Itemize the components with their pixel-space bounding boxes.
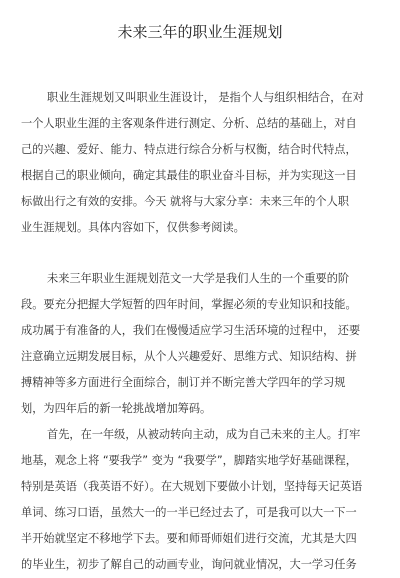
paragraph-2-line-5: 搏精神等多方面进行全面综合，制订并不断完善大学四年的学习规 <box>21 376 346 389</box>
paragraph-3-line-2: 地基，观念上将 “要我学” 变为 “我要学”，脚踏实地学好基础课程， <box>21 454 357 467</box>
paragraph-3-line-6: 的毕业生，初步了解自己的动画专业，询问就业情况，大一学习任务 <box>21 558 357 571</box>
paragraph-3-line-3: 特别是英语（我英语不好）。在大规划下要做小计划，坚持每天记英语 <box>21 480 363 493</box>
paragraph-1-line-1: 职业生涯规划又叫职业生涯设计， 是指个人与组织相结合，在对 <box>47 91 364 104</box>
paragraph-1-line-4: 根据自己的职业倾向，确定其最佳的职业奋斗目标，并为实现这一目 <box>21 169 357 182</box>
paragraph-2-line-4: 注意确立远期发展目标，从个人兴趣爱好、思维方式、知识结构、拼 <box>21 350 357 363</box>
paragraph-2-line-1: 未来三年职业生涯规划范文一大学是我们人生的一个重要的阶 <box>47 272 350 285</box>
paragraph-3-line-1: 首先，在一年级，从被动转向主动，成为自己未来的主人。打牢 <box>47 428 361 441</box>
paragraph-2-line-3: 成功属于有准备的人，我们在慢慢适应学习生活环境的过程中， 还要 <box>21 324 361 337</box>
paragraph-1-line-6: 业生涯规划。具体内容如下，仅供参考阅读。 <box>21 221 245 234</box>
paragraph-2-line-6: 划，为四年后的新一轮挑战增加筹码。 <box>21 402 212 415</box>
document-title: 未来三年的职业生涯规划 <box>117 23 283 41</box>
paragraph-1-line-5: 标做出行之有效的安排。今天 就将与大家分享：未来三年的个人职 <box>21 195 349 208</box>
paragraph-3-line-4: 单词、练习口语，虽然大一的一半已经过去了，可是我可以大一下一 <box>21 506 357 519</box>
paragraph-2-line-2: 段。要充分把握大学短暂的四年时间，掌握必须的专业知识和技能。 <box>21 298 357 311</box>
paragraph-3-line-5: 半开始就坚定不移地学下去。要和师哥师姐们进行交流，尤其是大四 <box>21 532 357 545</box>
paragraph-1-line-2: 一个人职业生涯的主客观条件进行测定、分析、总结的基础上，对自 <box>21 117 357 130</box>
paragraph-1-line-3: 己的兴趣、爱好、能力、特点进行综合分析与权衡，结合时代特点， <box>21 143 357 156</box>
